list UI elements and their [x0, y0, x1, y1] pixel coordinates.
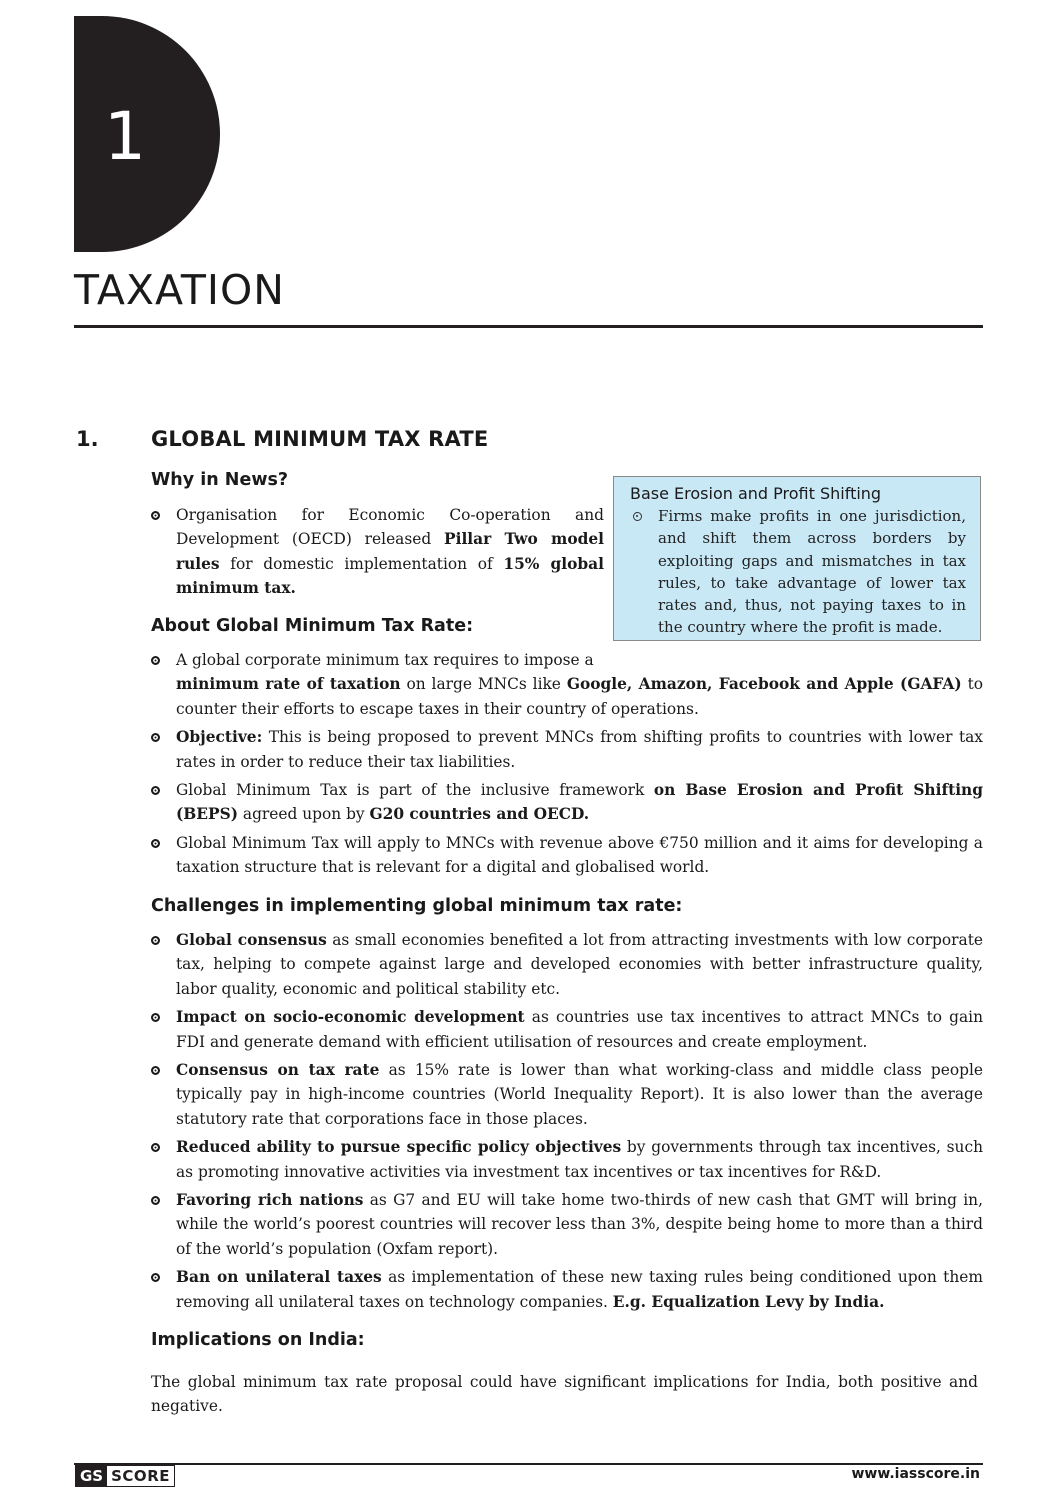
- list-item: Organisation for Economic Co-operation and Development (OECD) released Pillar Two model rules for domestic implementation of 15% global minimum tax.: [151, 503, 604, 601]
- list-item: Objective: This is being proposed to prevent MNCs from shifting profits to countries with lower tax rates in order to reduce their tax liabilities.: [151, 725, 983, 774]
- list-item: Consensus on tax rate as 15% rate is lower than what working-class and middle class people typically pay in high-income countries (World Inequality Report). It is also lower than the average statutory rate that corporations face in those places.: [151, 1058, 983, 1131]
- implications-heading: Implications on India:: [151, 1330, 365, 1350]
- logo-score: SCORE: [111, 1467, 170, 1485]
- website-url[interactable]: www.iasscore.in: [851, 1466, 980, 1482]
- about-heading: About Global Minimum Tax Rate:: [151, 616, 474, 636]
- bullet-icon: [151, 511, 160, 520]
- chapter-number: 1: [104, 98, 146, 175]
- implications-paragraph: The global minimum tax rate proposal could have significant implications for India, both positive and negative.: [151, 1373, 978, 1416]
- bullet-icon: [151, 733, 160, 742]
- bullet-icon: [151, 1196, 160, 1205]
- list-item: Global Minimum Tax is part of the inclusive framework on Base Erosion and Profit Shifting (BEPS) agreed upon by G20 countries and OECD.: [151, 778, 983, 827]
- bullet-icon: [151, 1273, 160, 1282]
- chapter-title: TAXATION: [74, 266, 285, 314]
- list-item: Reduced ability to pursue specific policy objectives by governments through tax incentives, such as promoting innovative activities via investment tax incentives or tax incentives for R&D.: [151, 1135, 983, 1184]
- list-item: Global consensus as small economies benefited a lot from attracting investments with low corporate tax, helping to compete against large and developed economies with better infrastructure quality, labor quality, economic and political stability etc.: [151, 928, 983, 1001]
- bullet-icon: [151, 839, 160, 848]
- footer-divider: [74, 1463, 983, 1465]
- gs-score-logo: [75, 1465, 175, 1487]
- bullet-icon: [151, 936, 160, 945]
- bullet-icon: [151, 1013, 160, 1022]
- bullet-icon: [151, 1066, 160, 1075]
- list-item: Favoring rich nations as G7 and EU will take home two-thirds of new cash that GMT will bring in, while the world’s poorest countries will recover less than 3%, despite being home to more than a third of the world’s population (Oxfam report).: [151, 1188, 983, 1261]
- section-title: GLOBAL MINIMUM TAX RATE: [151, 427, 489, 451]
- list-item: Ban on unilateral taxes as implementation of these new taxing rules being conditioned upon them removing all unilateral taxes on technology companies. E.g. Equalization Levy by India.: [151, 1265, 983, 1314]
- chapter-tab: [74, 16, 220, 252]
- bullet-icon: [151, 656, 160, 665]
- list-item: A global corporate minimum tax requires to impose a minimum rate of taxation on large MNCs like Google, Amazon, Facebook and Apple (GAFA) to counter their efforts to escape taxes in their country of operations.: [151, 648, 983, 721]
- section-number: 1.: [76, 427, 99, 451]
- target-bullet-icon: [633, 512, 642, 521]
- bullet-icon: [151, 1143, 160, 1152]
- beps-box-item: Firms make profits in one jurisdiction, and shift them across borders by exploiting gaps and mismatches in tax rules, to take advantage of lower tax rates and, thus, not paying taxes to in the country where the profit is made.: [630, 505, 966, 639]
- bullet-icon: [151, 786, 160, 795]
- beps-box-title: Base Erosion and Profit Shifting: [630, 484, 882, 503]
- challenges-list: [151, 928, 983, 1318]
- list-item: Global Minimum Tax will apply to MNCs with revenue above €750 million and it aims for developing a taxation structure that is relevant for a digital and globalised world.: [151, 831, 983, 880]
- challenges-heading: Challenges in implementing global minimum tax rate:: [151, 896, 683, 916]
- why-in-news-heading: Why in News?: [151, 470, 289, 490]
- beps-info-box: [613, 476, 981, 641]
- why-in-news-list: [151, 503, 604, 605]
- title-divider: [74, 325, 983, 328]
- list-item: Impact on socio-economic development as countries use tax incentives to attract MNCs to gain FDI and generate demand with efficient utilisation of resources and create employment.: [151, 1005, 983, 1054]
- logo-gs: GS: [76, 1466, 107, 1486]
- about-list: [151, 648, 983, 884]
